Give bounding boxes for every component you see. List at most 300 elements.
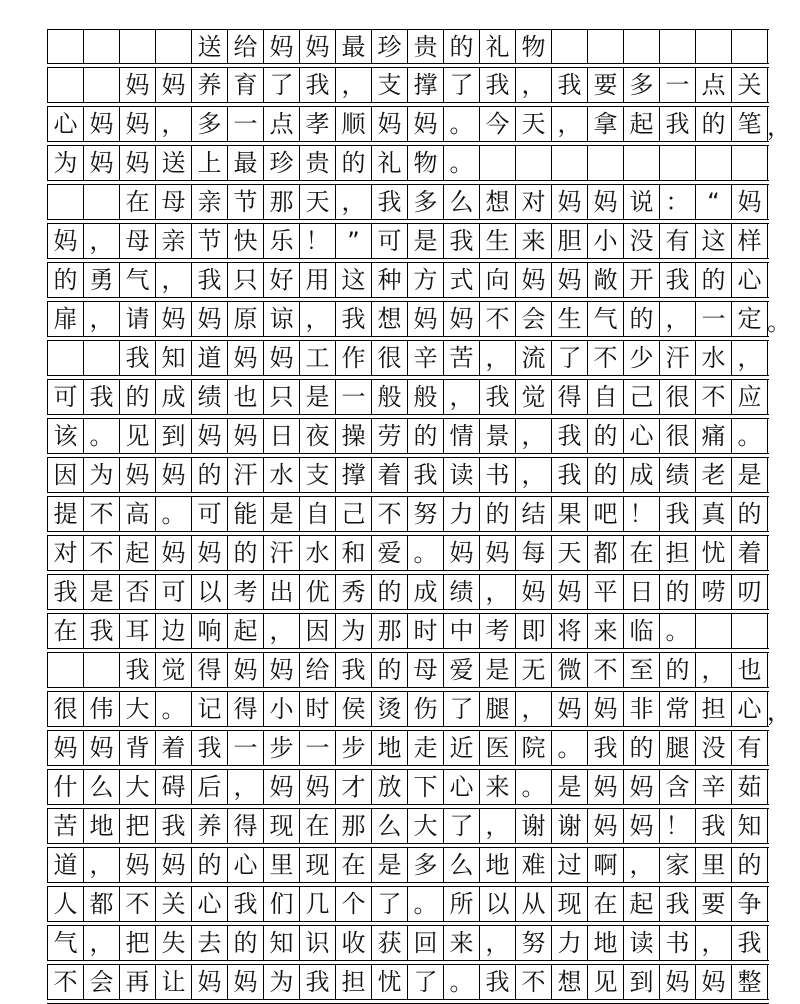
- grid-cell: 回: [408, 926, 444, 960]
- grid-cell: 妈: [516, 575, 552, 609]
- grid-cell: 妈: [192, 419, 228, 453]
- grid-cell: 谢: [552, 809, 588, 843]
- grid-cell: 的: [408, 419, 444, 453]
- grid-cell: 支: [372, 68, 408, 102]
- grid-cell: 妈: [228, 965, 264, 999]
- grid-cell: 想: [552, 965, 588, 999]
- grid-cell: 我: [732, 926, 768, 960]
- grid-cell: 道: [48, 848, 84, 882]
- grid-cell: 日: [264, 419, 300, 453]
- grid-cell: 成: [624, 458, 660, 492]
- text-row: [47, 575, 769, 610]
- grid-cell: 书: [480, 458, 516, 492]
- grid-cell: 心: [228, 848, 264, 882]
- grid-cell: 妈: [408, 107, 444, 141]
- grid-cell: 操: [336, 419, 372, 453]
- grid-cell: 忧: [696, 536, 732, 570]
- grid-cell: [588, 30, 624, 64]
- grid-cell: 为: [336, 614, 372, 648]
- grid-cells: [47, 263, 768, 297]
- grid-cell: 了: [444, 809, 480, 843]
- grid-cell: 起: [624, 887, 660, 921]
- grid-cell: ，: [696, 926, 732, 960]
- grid-cell: 再: [120, 965, 156, 999]
- grid-cell: 着: [732, 536, 768, 570]
- grid-cell: 地: [480, 848, 516, 882]
- grid-cell: [732, 30, 768, 64]
- grid-cell: 的: [732, 497, 768, 531]
- grid-cell: 人: [48, 887, 84, 921]
- grid-cell: 妈: [552, 575, 588, 609]
- grid-cell: 我: [696, 809, 732, 843]
- grid-cell: 秀: [336, 575, 372, 609]
- grid-cell: 现: [552, 887, 588, 921]
- grid-cell: 母: [408, 653, 444, 687]
- grid-cell: [84, 185, 120, 219]
- grid-cell: 水: [264, 458, 300, 492]
- grid-cell: 力: [552, 926, 588, 960]
- grid-cell: ，: [228, 770, 264, 804]
- grid-cell: 妈: [372, 107, 408, 141]
- grid-cell: 笔: [732, 107, 768, 141]
- grid-cell: 的: [624, 731, 660, 765]
- grid-cell: ，: [84, 848, 120, 882]
- grid-cell: 生: [552, 302, 588, 336]
- grid-cell: 妈: [120, 848, 156, 882]
- grid-cell: ，: [300, 302, 336, 336]
- grid-cell: 心: [732, 692, 768, 726]
- grid-cell: 妈: [192, 965, 228, 999]
- grid-cell: 叨: [732, 575, 768, 609]
- grid-cell: [696, 614, 732, 648]
- grid-cell: 妈: [228, 419, 264, 453]
- grid-cell: 在: [300, 809, 336, 843]
- grid-cell: 至: [624, 653, 660, 687]
- grid-cell: 个: [336, 887, 372, 921]
- grid-cell: 天: [300, 185, 336, 219]
- grid-cell: ，: [516, 68, 552, 102]
- grid-cell: 的: [732, 848, 768, 882]
- grid-cell: 心: [624, 419, 660, 453]
- grid-cell: 乐: [264, 224, 300, 258]
- grid-cell: ，: [336, 68, 372, 102]
- grid-cell: [84, 30, 120, 64]
- grid-cell: 的: [588, 458, 624, 492]
- text-row: [47, 224, 769, 259]
- grid-cell: 边: [156, 614, 192, 648]
- grid-cell: 妈: [300, 30, 336, 64]
- grid-cells: [47, 68, 768, 102]
- grid-cell: 获: [372, 926, 408, 960]
- grid-cell: 觉: [156, 653, 192, 687]
- grid-cell: 有: [660, 224, 696, 258]
- grid-cell: 我: [480, 965, 516, 999]
- grid-cell: 小: [588, 224, 624, 258]
- grid-cell: 妈: [48, 224, 84, 258]
- grid-cell: 担: [696, 692, 732, 726]
- text-row: [47, 68, 769, 103]
- grid-cell: 真: [696, 497, 732, 531]
- grid-cell: 气: [120, 263, 156, 297]
- grid-cell: 优: [300, 575, 336, 609]
- grid-cell: 不: [84, 536, 120, 570]
- grid-cell: 妈: [84, 107, 120, 141]
- text-row: [47, 419, 769, 454]
- grid-cell: 不: [372, 497, 408, 531]
- grid-cell: [84, 653, 120, 687]
- grid-cell: 妈: [408, 302, 444, 336]
- grid-cell: 妈: [444, 302, 480, 336]
- grid-cell: 汗: [264, 536, 300, 570]
- grid-cell: 着: [156, 731, 192, 765]
- grid-cell: 不: [120, 887, 156, 921]
- grid-cell: 育: [228, 68, 264, 102]
- grid-cell: 时: [300, 692, 336, 726]
- text-row: [47, 536, 769, 571]
- grid-cell: 从: [516, 887, 552, 921]
- grid-cell: 起: [120, 536, 156, 570]
- grid-cell: 节: [192, 224, 228, 258]
- grid-cell: 不: [48, 965, 84, 999]
- grid-cell: 撑: [408, 68, 444, 102]
- grid-cells: [47, 380, 768, 414]
- grid-cells: [47, 692, 768, 726]
- grid-cell: 今: [480, 107, 516, 141]
- grid-cell: 该: [48, 419, 84, 453]
- grid-cell: 来: [588, 614, 624, 648]
- grid-cell: 气: [588, 302, 624, 336]
- grid-cell: 的: [660, 575, 696, 609]
- grid-cell: 了: [408, 965, 444, 999]
- grid-cells: [47, 458, 768, 492]
- grid-cell: 的: [444, 30, 480, 64]
- grid-cell: [660, 30, 696, 64]
- grid-cell: ”: [336, 224, 372, 258]
- grid-cell: ，: [624, 848, 660, 882]
- grid-cell: ，: [480, 809, 516, 843]
- grid-cells: [47, 848, 768, 882]
- grid-cell: 一: [336, 380, 372, 414]
- grid-cell: 才: [336, 770, 372, 804]
- grid-cell: 式: [444, 263, 480, 297]
- grid-cell: 腿: [480, 692, 516, 726]
- grid-cell: ！: [300, 224, 336, 258]
- grid-cell: 的: [192, 458, 228, 492]
- grid-cells: [47, 770, 768, 804]
- grid-cell: [552, 30, 588, 64]
- grid-cell: 母: [120, 224, 156, 258]
- grid-cell: 妈: [264, 653, 300, 687]
- grid-cell: 茹: [732, 770, 768, 804]
- grid-cell: 的: [372, 575, 408, 609]
- grid-cell: 。: [732, 419, 768, 453]
- grid-cell: 了: [264, 68, 300, 102]
- grid-cell: 难: [516, 848, 552, 882]
- grid-cell: 否: [120, 575, 156, 609]
- grid-cell: 我: [480, 380, 516, 414]
- grid-cell: 伟: [84, 692, 120, 726]
- grid-cell: ，: [156, 107, 192, 141]
- grid-cell: ，: [84, 926, 120, 960]
- grid-cell: 我: [444, 224, 480, 258]
- grid-cell: [732, 146, 768, 180]
- grid-cell: 院: [516, 731, 552, 765]
- grid-cells: [47, 497, 768, 531]
- grid-cell: 考: [228, 575, 264, 609]
- grid-cell: 点: [264, 107, 300, 141]
- grid-cell: ，: [264, 614, 300, 648]
- grid-cell: 一: [300, 731, 336, 765]
- grid-cell: 那: [336, 809, 372, 843]
- grid-cell: 我: [192, 731, 228, 765]
- grid-cell: 物: [516, 30, 552, 64]
- grid-cell: 贵: [408, 30, 444, 64]
- grid-cell: 汗: [660, 341, 696, 375]
- grid-cell: 我: [660, 497, 696, 531]
- grid-cell: 妈: [588, 185, 624, 219]
- grid-cell: 不: [588, 653, 624, 687]
- grid-cell: 。: [516, 770, 552, 804]
- grid-cell: 没: [696, 731, 732, 765]
- grid-cell: 妈: [516, 263, 552, 297]
- grid-cell: ，: [480, 926, 516, 960]
- grid-cell: 用: [300, 263, 336, 297]
- grid-cell: 侯: [336, 692, 372, 726]
- grid-cell: 多: [624, 68, 660, 102]
- grid-cell: 要: [696, 887, 732, 921]
- text-row: [47, 302, 791, 337]
- grid-cell: 妈: [264, 770, 300, 804]
- grid-cell: 谢: [516, 809, 552, 843]
- grid-cell: 了: [552, 341, 588, 375]
- grid-cell: 么: [444, 848, 480, 882]
- grid-cell: 妈: [120, 146, 156, 180]
- grid-cell: 劳: [372, 419, 408, 453]
- grid-cell: 汗: [228, 458, 264, 492]
- grid-cell: 想: [480, 185, 516, 219]
- grid-cell: 我: [480, 68, 516, 102]
- grid-cell: 可: [192, 497, 228, 531]
- grid-cell: ：: [660, 185, 696, 219]
- grid-cell: 见: [588, 965, 624, 999]
- grid-cell: 的: [480, 497, 516, 531]
- grid-cells: [47, 185, 768, 219]
- grid-cells: [47, 419, 768, 453]
- text-row: [47, 341, 769, 376]
- grid-cell: 在: [588, 887, 624, 921]
- grid-cells: [47, 107, 768, 141]
- grid-cell: ！: [624, 497, 660, 531]
- grid-cell: 起: [228, 614, 264, 648]
- grid-cell: 物: [408, 146, 444, 180]
- grid-cell: 一: [660, 68, 696, 102]
- grid-cell: ，: [660, 302, 696, 336]
- grid-cell: 生: [480, 224, 516, 258]
- grid-cell: 得: [192, 653, 228, 687]
- grid-cells: [47, 536, 768, 570]
- grid-cell: 的: [192, 848, 228, 882]
- grid-cell: 起: [624, 107, 660, 141]
- grid-cell: 地: [372, 731, 408, 765]
- grid-cell: 只: [264, 380, 300, 414]
- grid-cell: 大: [408, 809, 444, 843]
- grid-cell: 将: [552, 614, 588, 648]
- grid-cell: 努: [408, 497, 444, 531]
- grid-cell: [48, 185, 84, 219]
- grid-cell: ！: [660, 809, 696, 843]
- grid-cell: 失: [156, 926, 192, 960]
- grid-cell: 这: [336, 263, 372, 297]
- grid-cell: 妈: [588, 770, 624, 804]
- grid-cell: 水: [696, 341, 732, 375]
- grid-cell: 我: [552, 458, 588, 492]
- grid-cell: 关: [732, 68, 768, 102]
- grid-cell: 妈: [552, 263, 588, 297]
- grid-cell: 医: [480, 731, 516, 765]
- grid-cell: 绩: [192, 380, 228, 414]
- grid-cell: 的: [624, 302, 660, 336]
- grid-cell: 是: [372, 848, 408, 882]
- grid-cell: [624, 30, 660, 64]
- grid-cell: ，: [156, 263, 192, 297]
- grid-cell: 节: [228, 185, 264, 219]
- grid-cell: 的: [228, 926, 264, 960]
- text-row: [47, 653, 769, 688]
- grid-cell: 很: [660, 380, 696, 414]
- grid-cell: 见: [120, 419, 156, 453]
- grid-cell: 腿: [660, 731, 696, 765]
- grid-cell: [48, 653, 84, 687]
- grid-cell: 烫: [372, 692, 408, 726]
- grid-cell: 时: [408, 614, 444, 648]
- grid-cell: 妈: [120, 458, 156, 492]
- grid-cell: 的: [696, 107, 732, 141]
- grid-cell: 敞: [588, 263, 624, 297]
- grid-cell: 心: [732, 263, 768, 297]
- grid-cell: 日: [624, 575, 660, 609]
- grid-cell: 以: [192, 575, 228, 609]
- grid-cell: 可: [48, 380, 84, 414]
- grid-cell: 绩: [444, 575, 480, 609]
- margin-punctuation: ，: [767, 112, 791, 141]
- grid-cell: 不: [696, 380, 732, 414]
- grid-cells: [47, 341, 768, 375]
- grid-cell: 了: [372, 887, 408, 921]
- grid-cell: 胆: [552, 224, 588, 258]
- grid-cell: 是: [408, 224, 444, 258]
- grid-cell: 礼: [480, 30, 516, 64]
- grid-cell: 考: [480, 614, 516, 648]
- grid-cell: 心: [192, 887, 228, 921]
- grid-cell: ，: [444, 380, 480, 414]
- grid-cell: 我: [192, 263, 228, 297]
- grid-cell: 走: [408, 731, 444, 765]
- grid-cell: 自: [588, 380, 624, 414]
- grid-cell: ，: [84, 302, 120, 336]
- grid-cell: 成: [156, 380, 192, 414]
- grid-cell: 妈: [228, 653, 264, 687]
- grid-cell: 己: [336, 497, 372, 531]
- grid-cells: [47, 30, 768, 64]
- grid-cell: 请: [120, 302, 156, 336]
- grid-cell: 常: [660, 692, 696, 726]
- grid-cell: 什: [48, 770, 84, 804]
- grid-cell: 家: [660, 848, 696, 882]
- grid-cell: 定: [732, 302, 768, 336]
- grid-cell: 我: [300, 965, 336, 999]
- grid-cell: ，: [516, 692, 552, 726]
- grid-cell: 不: [84, 497, 120, 531]
- grid-cell: 步: [336, 731, 372, 765]
- grid-cell: ，: [84, 224, 120, 258]
- grid-cell: 我: [300, 68, 336, 102]
- grid-cell: 妈: [156, 848, 192, 882]
- grid-cell: 是: [732, 458, 768, 492]
- grid-cell: 妈: [120, 68, 156, 102]
- grid-cell: 妈: [588, 692, 624, 726]
- composition-grid-paper: [47, 29, 791, 1004]
- grid-cell: 妈: [156, 536, 192, 570]
- grid-cells: [47, 575, 768, 609]
- grid-cell: [516, 146, 552, 180]
- grid-cell: 妈: [156, 458, 192, 492]
- grid-cell: 多: [192, 107, 228, 141]
- grid-cell: 临: [624, 614, 660, 648]
- grid-cell: ，: [552, 107, 588, 141]
- grid-cell: 痛: [696, 419, 732, 453]
- text-row: [47, 965, 769, 1000]
- grid-cell: 妈: [588, 809, 624, 843]
- grid-cell: 一: [696, 302, 732, 336]
- row-gap: [47, 1000, 769, 1004]
- grid-cell: 亲: [192, 185, 228, 219]
- grid-cell: 是: [552, 770, 588, 804]
- grid-cell: 耳: [120, 614, 156, 648]
- grid-cell: 珍: [264, 146, 300, 180]
- grid-cell: ，: [696, 653, 732, 687]
- grid-cell: 会: [84, 965, 120, 999]
- grid-cell: 爱: [372, 536, 408, 570]
- grid-cell: 知: [732, 809, 768, 843]
- grid-cell: 到: [156, 419, 192, 453]
- grid-cell: 种: [372, 263, 408, 297]
- grid-cell: 。: [444, 146, 480, 180]
- grid-cell: 争: [732, 887, 768, 921]
- text-row: [47, 848, 769, 883]
- grid-cell: 妈: [444, 536, 480, 570]
- grid-cell: 把: [120, 809, 156, 843]
- grid-cell: 啊: [588, 848, 624, 882]
- grid-cell: 珍: [372, 30, 408, 64]
- grid-cell: 撑: [336, 458, 372, 492]
- grid-cell: 能: [228, 497, 264, 531]
- grid-cell: 送: [192, 30, 228, 64]
- grid-cell: 少: [624, 341, 660, 375]
- grid-cell: 不: [480, 302, 516, 336]
- text-row: [47, 380, 769, 415]
- grid-cell: 妈: [552, 185, 588, 219]
- grid-cell: 可: [156, 575, 192, 609]
- grid-cell: 妈: [624, 809, 660, 843]
- grid-cell: 结: [516, 497, 552, 531]
- grid-cell: 的: [372, 653, 408, 687]
- grid-cell: 是: [84, 575, 120, 609]
- grid-cell: 过: [552, 848, 588, 882]
- grid-cell: 么: [444, 185, 480, 219]
- grid-cell: 碍: [156, 770, 192, 804]
- grid-cell: 养: [192, 68, 228, 102]
- grid-cell: 的: [588, 419, 624, 453]
